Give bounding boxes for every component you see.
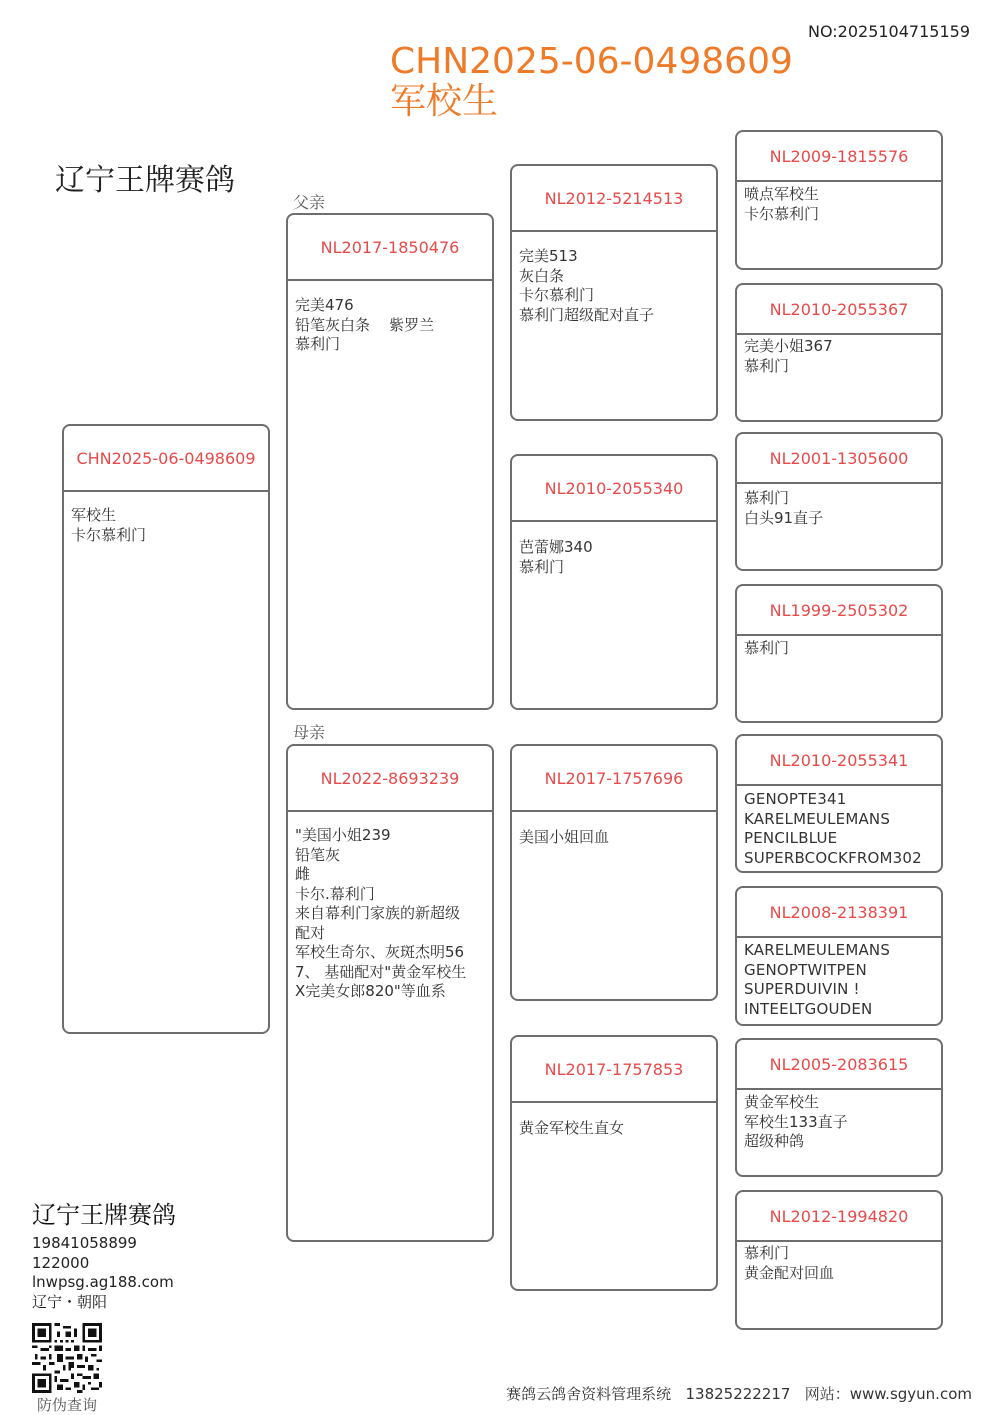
info-line: KARELMEULEMANS — [744, 941, 891, 959]
info-line: 美国小姐回血 — [519, 828, 610, 846]
info-line: 卡尔慕利门 — [71, 525, 147, 544]
contact-block — [32, 1195, 176, 1312]
pigeon-info — [71, 506, 262, 545]
ring-number: NL2010-2055340 — [512, 456, 716, 522]
info-line: 卡尔.幕利门 — [295, 884, 375, 903]
great-grandparent-card — [735, 734, 943, 873]
ring-number: NL2017-1850476 — [288, 215, 492, 281]
ring-number: NL2022-8693239 — [288, 746, 492, 812]
info-line: 超级种鸽 — [744, 1132, 805, 1150]
info-line: 慕利门 — [744, 489, 790, 507]
grandparent-card — [510, 454, 718, 710]
title-ring-number: CHN2025-06-0498609 — [390, 41, 793, 82]
pigeon-info — [295, 826, 472, 1002]
info-line: 军校生奇尔、灰斑杰明567、 基础配对"黄金军校生X完美女郎820"等血系 — [295, 943, 467, 1000]
ring-number: NL2010-2055341 — [737, 736, 941, 786]
info-line: 喷点军校生 — [744, 185, 820, 203]
info-line: 慕利门 — [295, 335, 341, 353]
info-line: 完美小姐367 — [744, 337, 833, 355]
info-line: 灰白条 — [519, 266, 565, 285]
info-line: 黄金军校生 — [744, 1093, 820, 1111]
info-line: 卡尔慕利门 — [519, 286, 595, 304]
pigeon-info — [519, 828, 710, 848]
info-line: 军校生133直子 — [744, 1112, 848, 1131]
grandparent-card — [510, 1035, 718, 1291]
sire-label: 父亲 — [293, 193, 326, 212]
pigeon-info — [744, 489, 935, 528]
grandparent-card — [510, 164, 718, 421]
info-line: GENOPTWITPEN — [744, 960, 867, 979]
ring-number: NL2017-1757696 — [512, 746, 716, 812]
page-title — [390, 42, 793, 122]
subject-card — [62, 424, 270, 1034]
contact-postcode: 122000 — [32, 1253, 90, 1272]
info-line: 雌 — [295, 865, 311, 883]
info-line: KARELMEULEMANS — [744, 809, 891, 828]
ring-number: NL2008-2138391 — [737, 888, 941, 938]
info-line: 铅笔灰 — [295, 845, 341, 864]
info-line: 慕利门 — [744, 639, 790, 657]
contact-location: 辽宁・朝阳 — [32, 1292, 108, 1311]
footer-text: 赛鸽云鸽舍资料管理系统 13825222217 网站：www.sgyun.com — [506, 1385, 972, 1403]
pigeon-info — [519, 1119, 710, 1139]
loft-name: 辽宁王牌赛鸽 — [55, 163, 235, 198]
ring-number: NL2001-1305600 — [737, 434, 941, 484]
pigeon-info — [519, 247, 710, 325]
info-line: 慕利门 — [519, 557, 565, 576]
great-grandparent-card — [735, 584, 943, 723]
info-line: GENOPTE341 — [744, 790, 847, 808]
great-grandparent-card — [735, 1038, 943, 1177]
info-line: SUPERDUIVIN ! — [744, 980, 860, 998]
ring-number: NL2009-1815576 — [737, 132, 941, 182]
qr-code-icon — [32, 1323, 102, 1393]
grandparent-card — [510, 744, 718, 1001]
info-line: SUPERBCOCKFROM302 — [744, 848, 922, 867]
info-line: 慕利门 — [744, 356, 790, 375]
info-line: 卡尔慕利门 — [744, 204, 820, 223]
info-line: "美国小姐239 — [295, 826, 391, 844]
pigeon-info — [744, 337, 935, 376]
pigeon-info — [744, 185, 935, 224]
ring-number: NL2017-1757853 — [512, 1037, 716, 1103]
contact-name: 辽宁王牌赛鸽 — [32, 1201, 176, 1229]
info-line: INTEELTGOUDEN — [744, 999, 873, 1018]
pigeon-info — [295, 296, 486, 355]
pigeon-info — [744, 790, 935, 868]
dam-label: 母亲 — [293, 723, 326, 742]
info-line: 慕利门 — [744, 1244, 790, 1262]
great-grandparent-card — [735, 130, 943, 270]
info-line: 完美476 — [295, 296, 354, 314]
ring-number: CHN2025-06-0498609 — [64, 426, 268, 492]
ring-number: NL1999-2505302 — [737, 586, 941, 636]
document-number: NO:2025104715159 — [807, 22, 970, 41]
pigeon-info — [744, 1244, 935, 1283]
info-line: 完美513 — [519, 247, 578, 265]
title-pigeon-name: 军校生 — [390, 81, 499, 122]
ring-number: NL2005-2083615 — [737, 1040, 941, 1090]
great-grandparent-card — [735, 432, 943, 571]
great-grandparent-card — [735, 886, 943, 1026]
pigeon-info — [744, 1093, 935, 1152]
info-line: 白头91直子 — [744, 508, 824, 527]
qr-label: 防伪查询 — [37, 1396, 98, 1414]
info-line: 军校生 — [71, 506, 117, 524]
info-line: PENCILBLUE — [744, 829, 838, 847]
info-line: 黄金军校生直女 — [519, 1119, 625, 1137]
sire-card — [286, 213, 494, 710]
info-line: 来自幕利门家族的新超级配对 — [295, 904, 461, 942]
info-line: 慕利门超级配对直子 — [519, 305, 655, 324]
dam-card — [286, 744, 494, 1242]
ring-number: NL2010-2055367 — [737, 285, 941, 335]
contact-phone: 19841058899 — [32, 1234, 137, 1252]
ring-number: NL2012-1994820 — [737, 1192, 941, 1242]
great-grandparent-card — [735, 1190, 943, 1330]
contact-website[interactable]: lnwpsg.ag188.com — [32, 1273, 174, 1291]
info-line: 黄金配对回血 — [744, 1263, 835, 1282]
ring-number: NL2012-5214513 — [512, 166, 716, 232]
pigeon-info — [519, 538, 710, 577]
info-line: 铅笔灰白条 紫罗兰 — [295, 315, 435, 334]
great-grandparent-card — [735, 283, 943, 422]
pigeon-info — [744, 639, 935, 659]
pigeon-info — [744, 941, 935, 1019]
info-line: 芭蕾娜340 — [519, 538, 593, 556]
